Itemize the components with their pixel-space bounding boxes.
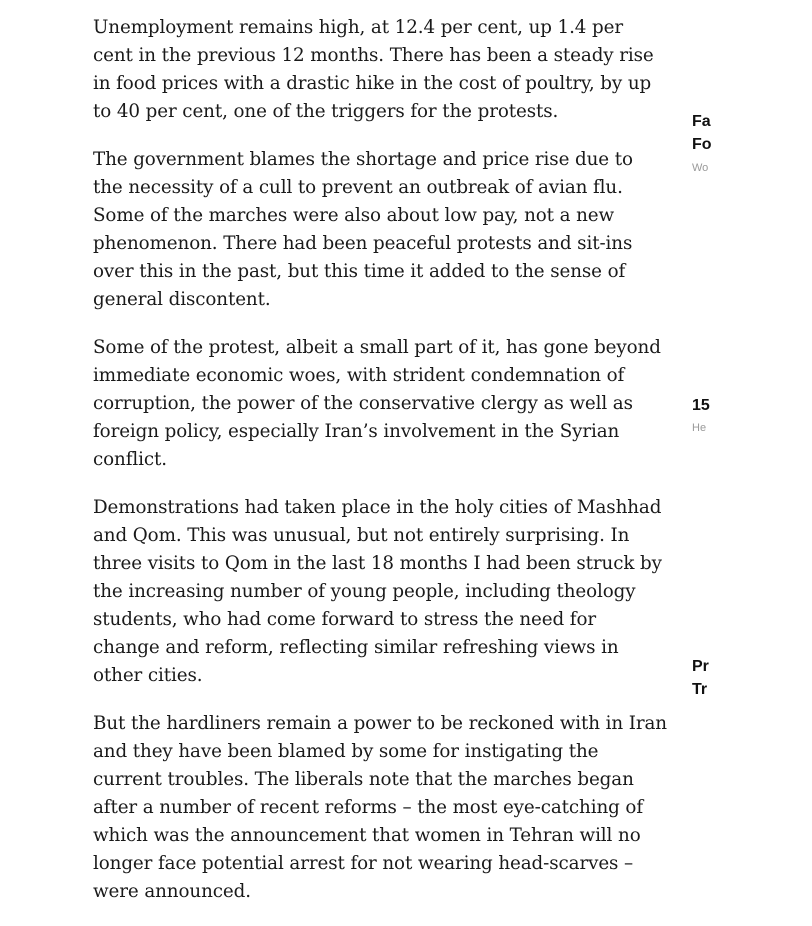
related-story-3-title-line-1[interactable]: Pr [692, 658, 709, 675]
related-story-2-title-line-1[interactable]: 15 [692, 397, 710, 414]
article-paragraph-4: Demonstrations had taken place in the holy cities of Mashhad and Qom. This was unusual, but not entirely surprising. In three visits to Qom in the last 18 months I had been struck by the increasing number of young people, including theology students, who had come forward to stress the need for change and reform, reflecting similar refreshing views in other cities. [93, 497, 662, 686]
article-paragraph-5: But the hardliners remain a power to be reckoned with in Iran and they have been blamed by some for instigating the current troubles. The liberals note that the marches began after a number of recent reforms – the most eye-catching of which was the announcement that women in Tehran will no longer face potential arrest for not wearing head-scarves – were announced. [93, 713, 667, 902]
article-paragraph-2: The government blames the shortage and price rise due to the necessity of a cull to prevent an outbreak of avian flu. Some of the marches were also about low pay, not a new phenomenon. There had been peaceful protests and sit-ins over this in the past, but this time it added to the sense of general discontent. [93, 149, 633, 310]
related-story-1-meta: Wo [692, 162, 709, 174]
related-story-1-title-line-1[interactable]: Fa [692, 113, 711, 130]
related-stories-sidebar [692, 0, 812, 812]
related-story-2-meta: He [692, 422, 707, 434]
article-paragraph-1: Unemployment remains high, at 12.4 per cent, up 1.4 per cent in the previous 12 months. There has been a steady rise in food prices with a drastic hike in the cost of poultry, by up to 40 per cent, one of the triggers for the protests. [93, 17, 654, 122]
related-story-3-title-line-2[interactable]: Tr [692, 681, 708, 698]
article-paragraph-3: Some of the protest, albeit a small part of it, has gone beyond immediate economic woes, with strident condemnation of corruption, the power of the conservative clergy as well as foreign policy, especially Iran’s involvement in the Syrian conflict. [93, 337, 661, 470]
related-story-1-title-line-2[interactable]: Fo [692, 136, 712, 153]
article-body [93, 14, 668, 926]
